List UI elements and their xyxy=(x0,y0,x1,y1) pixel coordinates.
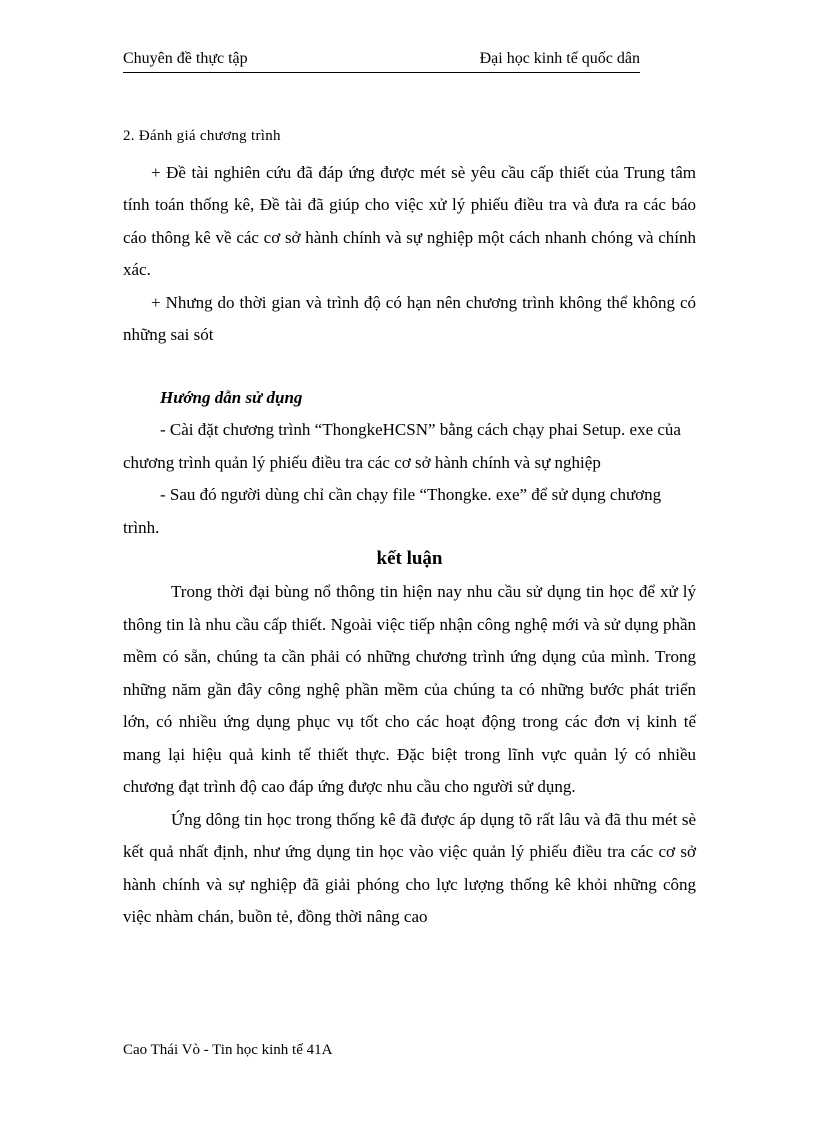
section-2-paragraph-2: + Nhưng do thời gian và trình độ có hạn nên chương trình không thể không có những sai sót xyxy=(123,292,696,344)
page-header xyxy=(123,50,640,73)
header-left-text: Chuyên đề thực tập xyxy=(123,50,248,67)
guide-title: Hướng dẫn sử dụng xyxy=(160,387,303,407)
conclusion-paragraph-1: Trong thời đại bùng nổ thông tin hiện nay nhu cầu sử dụng tin học để xử lý thông tin là nhu cầu cấp thiết. Ngoài việc tiếp nhận công nghệ mới và sử dụng phần mềm có sẵn, chúng ta cần phải có những chương trình ứng dụng của mình. Trong những năm gần đây công nghệ phần mềm của chúng ta có những bước phát triển lớn, có nhiều ứng dụng phục vụ tốt cho các hoạt động trong các đơn vị kinh tế mang lại hiệu quả kinh tế thiết thực. Đặc biệt trong lĩnh vực quản lý có nhiều chương đạt trình độ cao đáp ứng được nhu cầu cho người sử dụng. xyxy=(123,582,696,796)
conclusion-title: kết luận xyxy=(376,548,443,569)
guide-item-2: - Sau đó người dùng chỉ cần chạy file “Thongke. exe” để sử dụng chương trình. xyxy=(123,485,662,537)
page-content xyxy=(123,120,696,934)
page-footer: Cao Thái Vò - Tin học kinh tế 41A xyxy=(123,1042,333,1058)
section-2-paragraph-1: + Đề tài nghiên cứu đã đáp ứng được mét sè yêu cầu cấp thiết của Trung tâm tính toán thống kê, Đề tài đã giúp cho việc xử lý phiếu điều tra và đưa ra các báo cáo thông kê về các cơ sở hành chính và sự nghiệp một cách nhanh chóng và chính xác. xyxy=(123,162,696,279)
conclusion-paragraph-2: Ứng dông tin học trong thống kê đã được áp dụng tõ rất lâu và đã thu mét sè kết quả nhất định, như ứng dụng tin học vào việc quản lý phiếu điều tra các cơ sở hành chính và sự nghiệp đã giải phóng cho lực lượng thống kê khỏi những công việc nhàm chán, buồn tẻ, đồng thời nâng cao xyxy=(123,809,696,926)
header-right-text: Đại học kinh tế quốc dân xyxy=(479,50,640,67)
guide-item-1: - Cài đặt chương trình “ThongkeHCSN” bằng cách chạy phai Setup. exe của chương trình quản lý phiếu điều tra các cơ sở hành chính và sự nghiệp xyxy=(123,420,681,472)
spacer xyxy=(123,352,696,382)
section-2-title: 2. Đánh giá chương trình xyxy=(123,128,281,144)
